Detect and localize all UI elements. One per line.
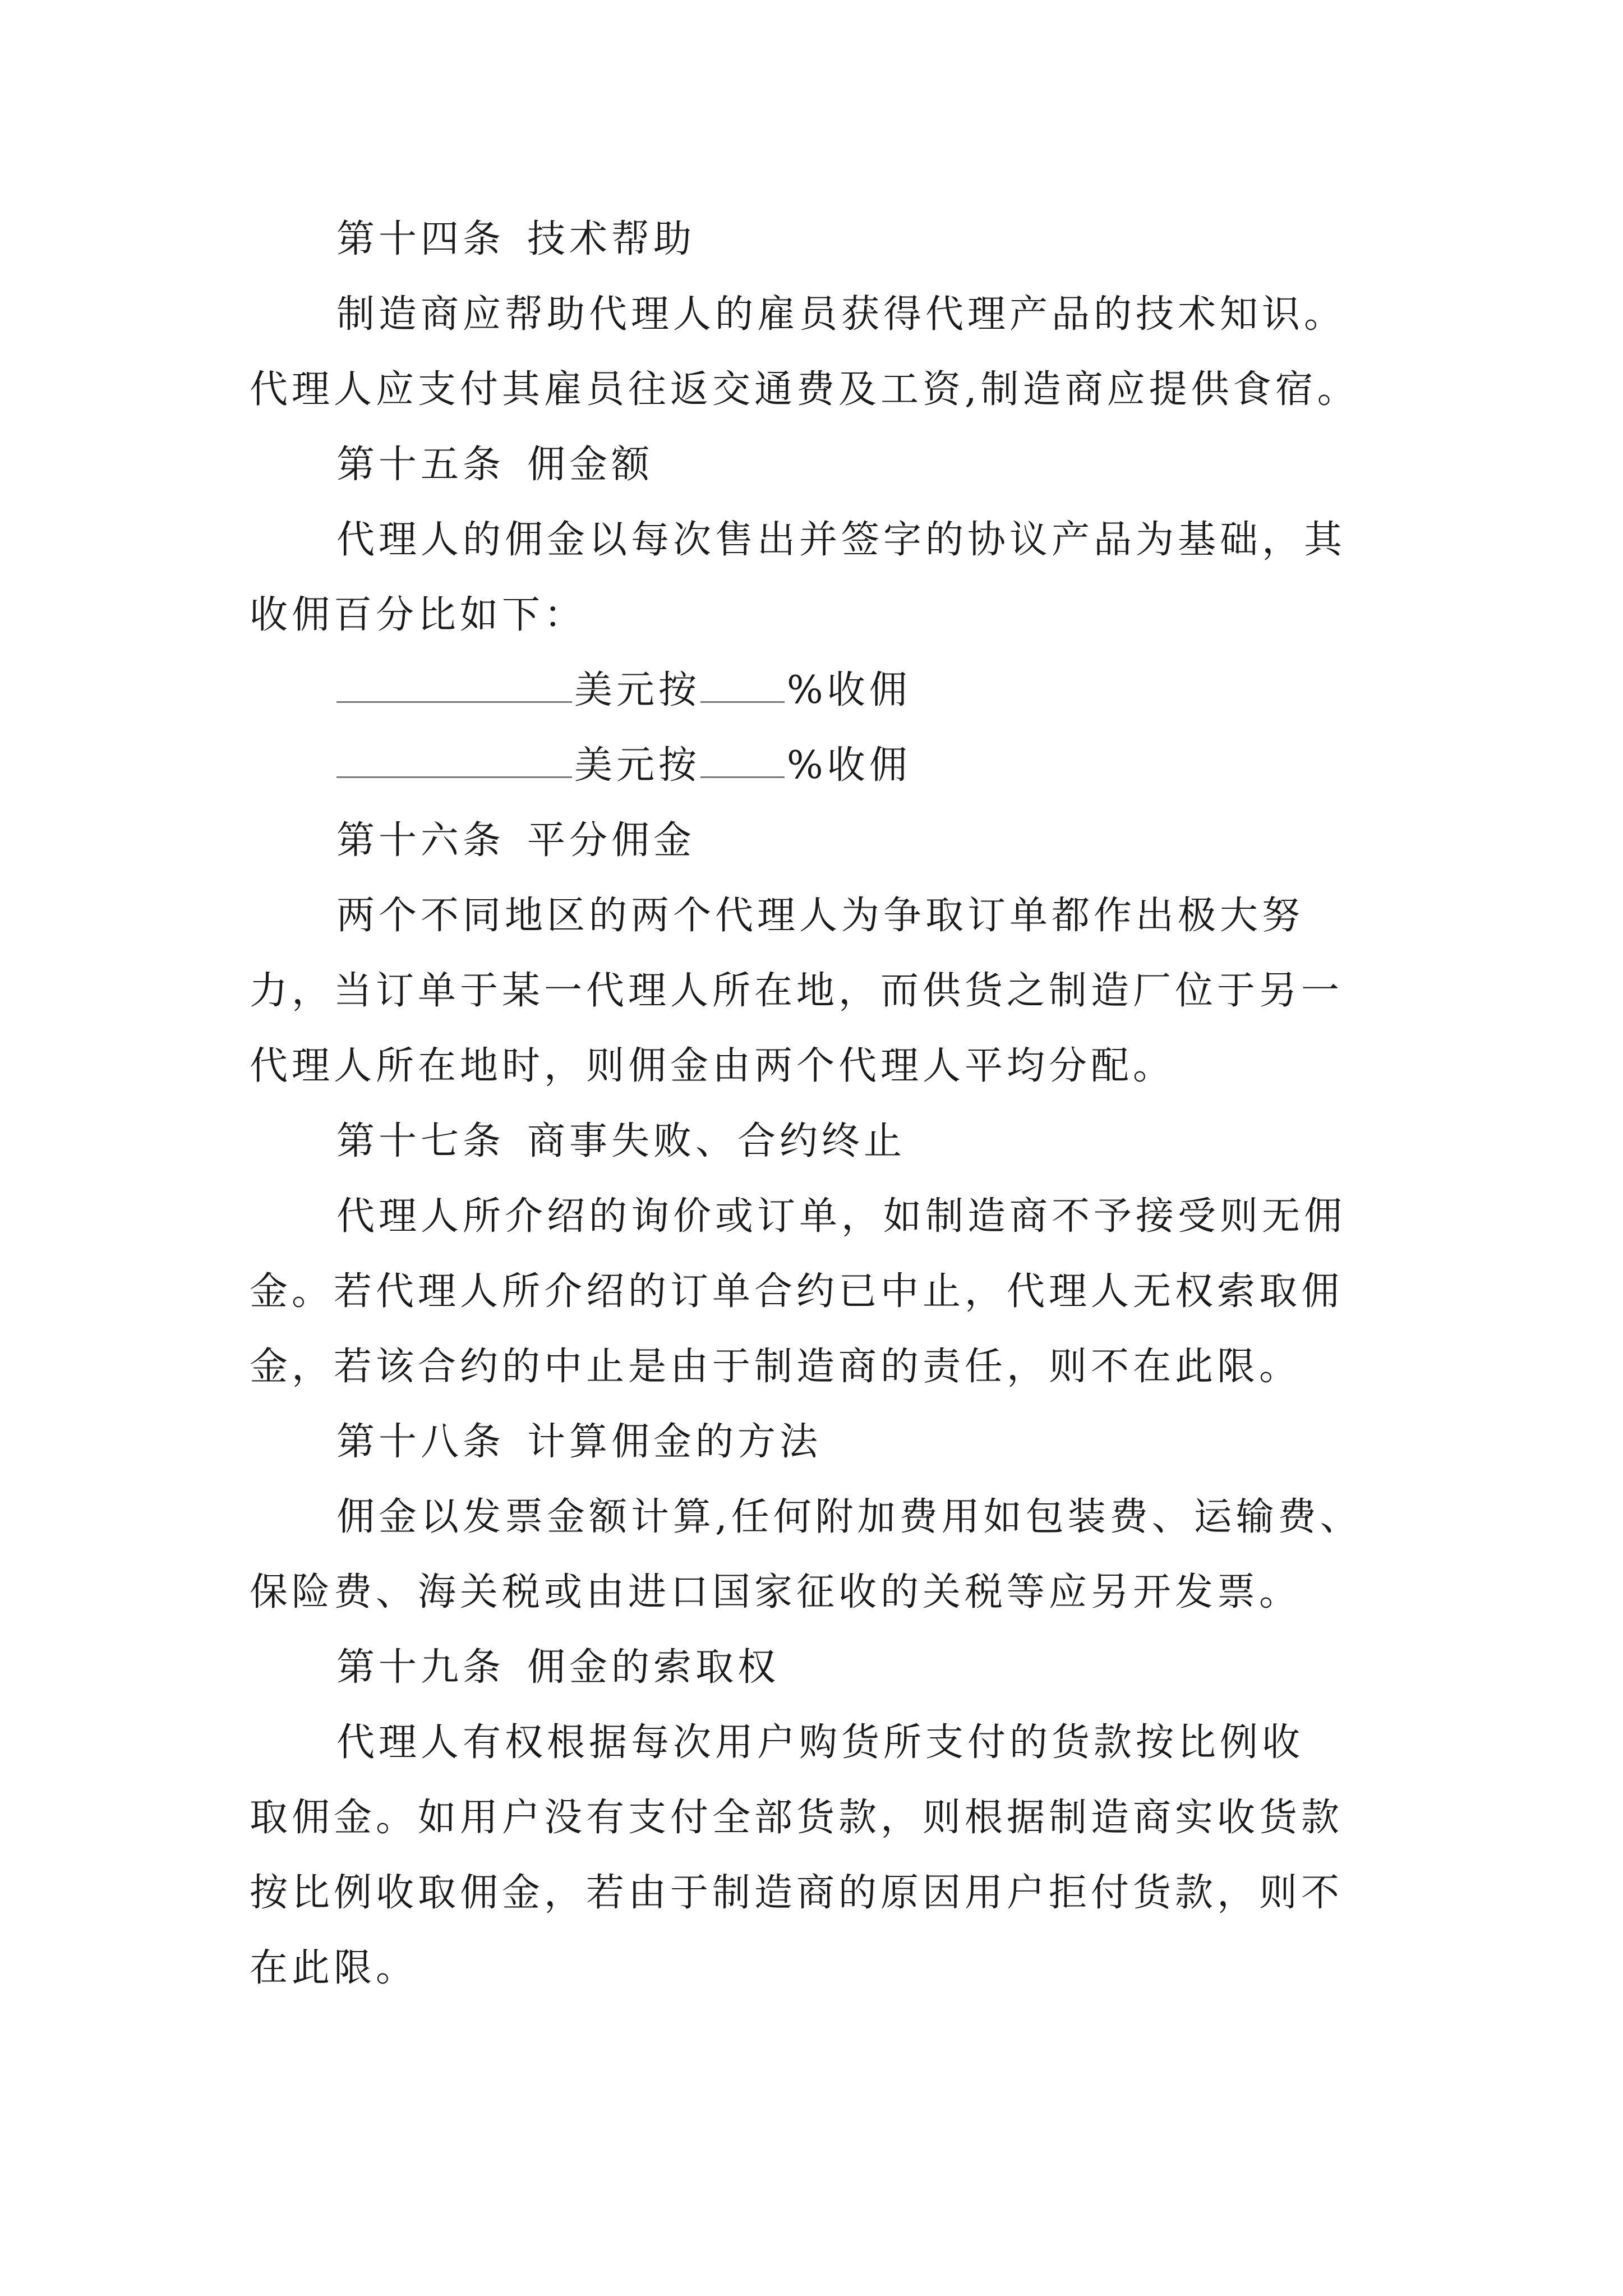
paragraph-line: 取佣金。如用户没有支付全部货款，则根据制造商实收货款	[250, 1796, 1344, 1840]
commission-rate-line	[250, 653, 1394, 728]
paragraph-line: 按比例收取佣金，若由于制造商的原因用户拒付货款，则不	[250, 1871, 1344, 1915]
paragraph-line: 代理人应支付其雇员往返交通费及工资,制造商应提供食宿。	[250, 367, 1359, 412]
paragraph-line: 佣金以发票金额计算,任何附加费用如包装费、运输费、	[336, 1495, 1362, 1539]
article-heading	[250, 1405, 1394, 1480]
paragraph-line: 力，当订单于某一代理人所在地，而供货之制造厂位于另一	[250, 969, 1344, 1013]
document-body	[250, 202, 1394, 2006]
paragraph-line: 代理人的佣金以每次售出并签字的协议产品为基础，其	[336, 518, 1347, 562]
article-title: 计算佣金的方法	[527, 1420, 822, 1464]
paragraph-line: 代理人所介绍的询价或订单，如制造商不予接受则无佣	[336, 1194, 1347, 1239]
article-number: 第十七条	[336, 1119, 505, 1163]
paragraph-line: 收佣百分比如下：	[250, 593, 587, 637]
article-title: 佣金的索取权	[527, 1645, 780, 1690]
article-number: 第十五条	[336, 443, 505, 487]
percent-blank	[700, 742, 785, 778]
currency-text: 美元按	[574, 743, 701, 788]
paragraph-line: 在此限。	[250, 1946, 418, 1990]
article-number: 第十四条	[336, 217, 505, 261]
paragraph-line: 两个不同地区的两个代理人为争取订单都作出极大努	[336, 894, 1304, 938]
paragraph-line: 制造商应帮助代理人的雇员获得代理产品的技术知识。	[336, 292, 1347, 337]
article-number: 第十六条	[336, 818, 505, 863]
paragraph-line: 保险费、海关税或由进口国家征收的关税等应另开发票。	[250, 1570, 1302, 1614]
article-heading	[250, 427, 1394, 503]
paragraph-line: 金。若代理人所介绍的订单合约已中止，代理人无权索取佣	[250, 1269, 1344, 1314]
article-heading	[250, 803, 1394, 878]
article-title: 商事失败、合约终止	[527, 1119, 906, 1163]
article-title: 平分佣金	[527, 818, 696, 863]
currency-text: 美元按	[574, 668, 701, 712]
paragraph-line: 金，若该合约的中止是由于制造商的责任，则不在此限。	[250, 1345, 1302, 1389]
percent-blank	[700, 666, 785, 703]
commission-rate-line	[250, 728, 1394, 803]
amount-blank	[336, 666, 572, 703]
amount-blank	[336, 742, 572, 778]
paragraph-line: 代理人有权根据每次用户购货所支付的货款按比例收	[336, 1720, 1304, 1765]
article-number: 第十八条	[336, 1420, 505, 1464]
article-title: 佣金额	[527, 443, 654, 487]
article-title: 技术帮助	[527, 217, 696, 261]
article-heading	[250, 202, 1394, 277]
percent-text: %收佣	[787, 743, 911, 788]
article-number: 第十九条	[336, 1645, 505, 1690]
percent-text: %收佣	[787, 668, 911, 712]
article-heading	[250, 1630, 1394, 1705]
paragraph-line: 代理人所在地时，则佣金由两个代理人平均分配。	[250, 1044, 1175, 1088]
article-heading	[250, 1104, 1394, 1179]
